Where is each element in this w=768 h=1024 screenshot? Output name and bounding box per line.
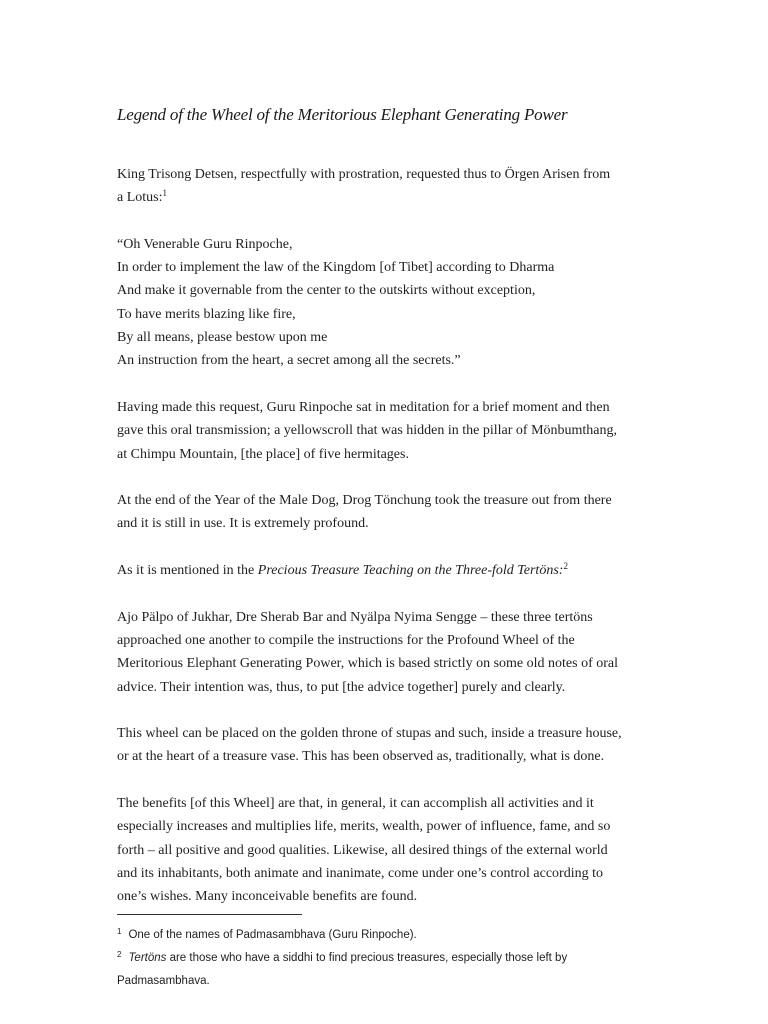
paragraph-line: at Chimpu Mountain, [the place] of five hermitages. <box>117 446 409 462</box>
paragraph-treasure <box>117 489 657 536</box>
footnote-ref-2[interactable]: 2 <box>563 561 568 572</box>
footnote-divider <box>117 914 302 915</box>
paragraph-line: King Trisong Detsen, respectfully with prostration, requested thus to Örgen Arisen from <box>117 167 611 182</box>
verse-request <box>117 233 657 373</box>
footnote-text: One of the names of Padmasambhava (Guru Rinpoche). <box>128 929 417 941</box>
paragraph-line: and it is still in use. It is extremely profound. <box>117 516 369 532</box>
paragraph-line: a Lotus: <box>117 190 163 206</box>
verse-line: “Oh Venerable Guru Rinpoche, <box>117 236 293 252</box>
footnote-2 <box>117 947 657 993</box>
citation-title: Precious Treasure Teaching on the Three-fold Tertöns: <box>257 563 564 579</box>
footnote-term: Tertöns <box>128 952 167 964</box>
paragraph-tertons <box>117 606 657 699</box>
paragraph-line: or at the heart of a treasure vase. This has been observed as, traditionally, what is done. <box>117 749 605 765</box>
paragraph-line: At the end of the Year of the Male Dog, Drog Tönchung took the treasure out from there <box>117 493 612 509</box>
paragraph-line: This wheel can be placed on the golden throne of stupas and such, inside a treasure house, <box>117 726 622 742</box>
verse-line: By all means, please bestow upon me <box>117 330 328 346</box>
citation-lead: As it is mentioned in the <box>117 563 258 579</box>
footnote-text: Padmasambhava. <box>117 975 210 987</box>
verse-line: An instruction from the heart, a secret among all the secrets.” <box>117 353 461 369</box>
paragraph-line: especially increases and multiplies life, merits, wealth, power of influence, fame, and so <box>117 819 611 835</box>
footnotes <box>117 924 657 993</box>
footnote-1 <box>117 924 657 947</box>
document-title: Legend of the Wheel of the Meritorious Elephant Generating Power <box>117 105 568 124</box>
paragraph-transmission <box>117 396 657 466</box>
paragraph-line: forth – all positive and good qualities. Likewise, all desired things of the external world <box>117 842 608 858</box>
paragraph-line: approached one another to compile the instructions for the Profound Wheel of the <box>117 632 575 648</box>
paragraph-citation <box>117 559 657 582</box>
footnote-ref-1[interactable]: 1 <box>162 188 167 199</box>
verse-line: In order to implement the law of the Kingdom [of Tibet] according to Dharma <box>117 260 555 276</box>
paragraph-line: one’s wishes. Many inconceivable benefits are found. <box>117 889 418 905</box>
footnote-number: 1 <box>117 927 122 936</box>
verse-line: To have merits blazing like fire, <box>117 306 296 322</box>
paragraph-intro <box>117 163 657 210</box>
footnote-text: are those who have a siddhi to find precious treasures, especially those left by <box>166 952 568 964</box>
paragraph-line: Meritorious Elephant Generating Power, which is based strictly on some old notes of oral <box>117 656 618 672</box>
verse-line: And make it governable from the center to the outskirts without exception, <box>117 283 536 299</box>
paragraph-line: Having made this request, Guru Rinpoche sat in meditation for a brief moment and then <box>117 399 610 415</box>
paragraph-line: gave this oral transmission; a yellowscroll that was hidden in the pillar of Mönbumthang, <box>117 423 618 439</box>
paragraph-benefits <box>117 792 657 908</box>
paragraph-line: The benefits [of this Wheel] are that, in general, it can accomplish all activities and it <box>117 796 594 812</box>
paragraph-placement <box>117 722 657 769</box>
document-body <box>117 163 657 909</box>
paragraph-line: Ajo Pälpo of Jukhar, Dre Sherab Bar and Nyälpa Nyima Sengge – these three tertöns <box>117 609 593 625</box>
paragraph-line: and its inhabitants, both animate and inanimate, come under one’s control according to <box>117 865 603 881</box>
footnote-number: 2 <box>117 950 122 959</box>
paragraph-line: advice. Their intention was, thus, to put [the advice together] purely and clearly. <box>117 679 566 695</box>
